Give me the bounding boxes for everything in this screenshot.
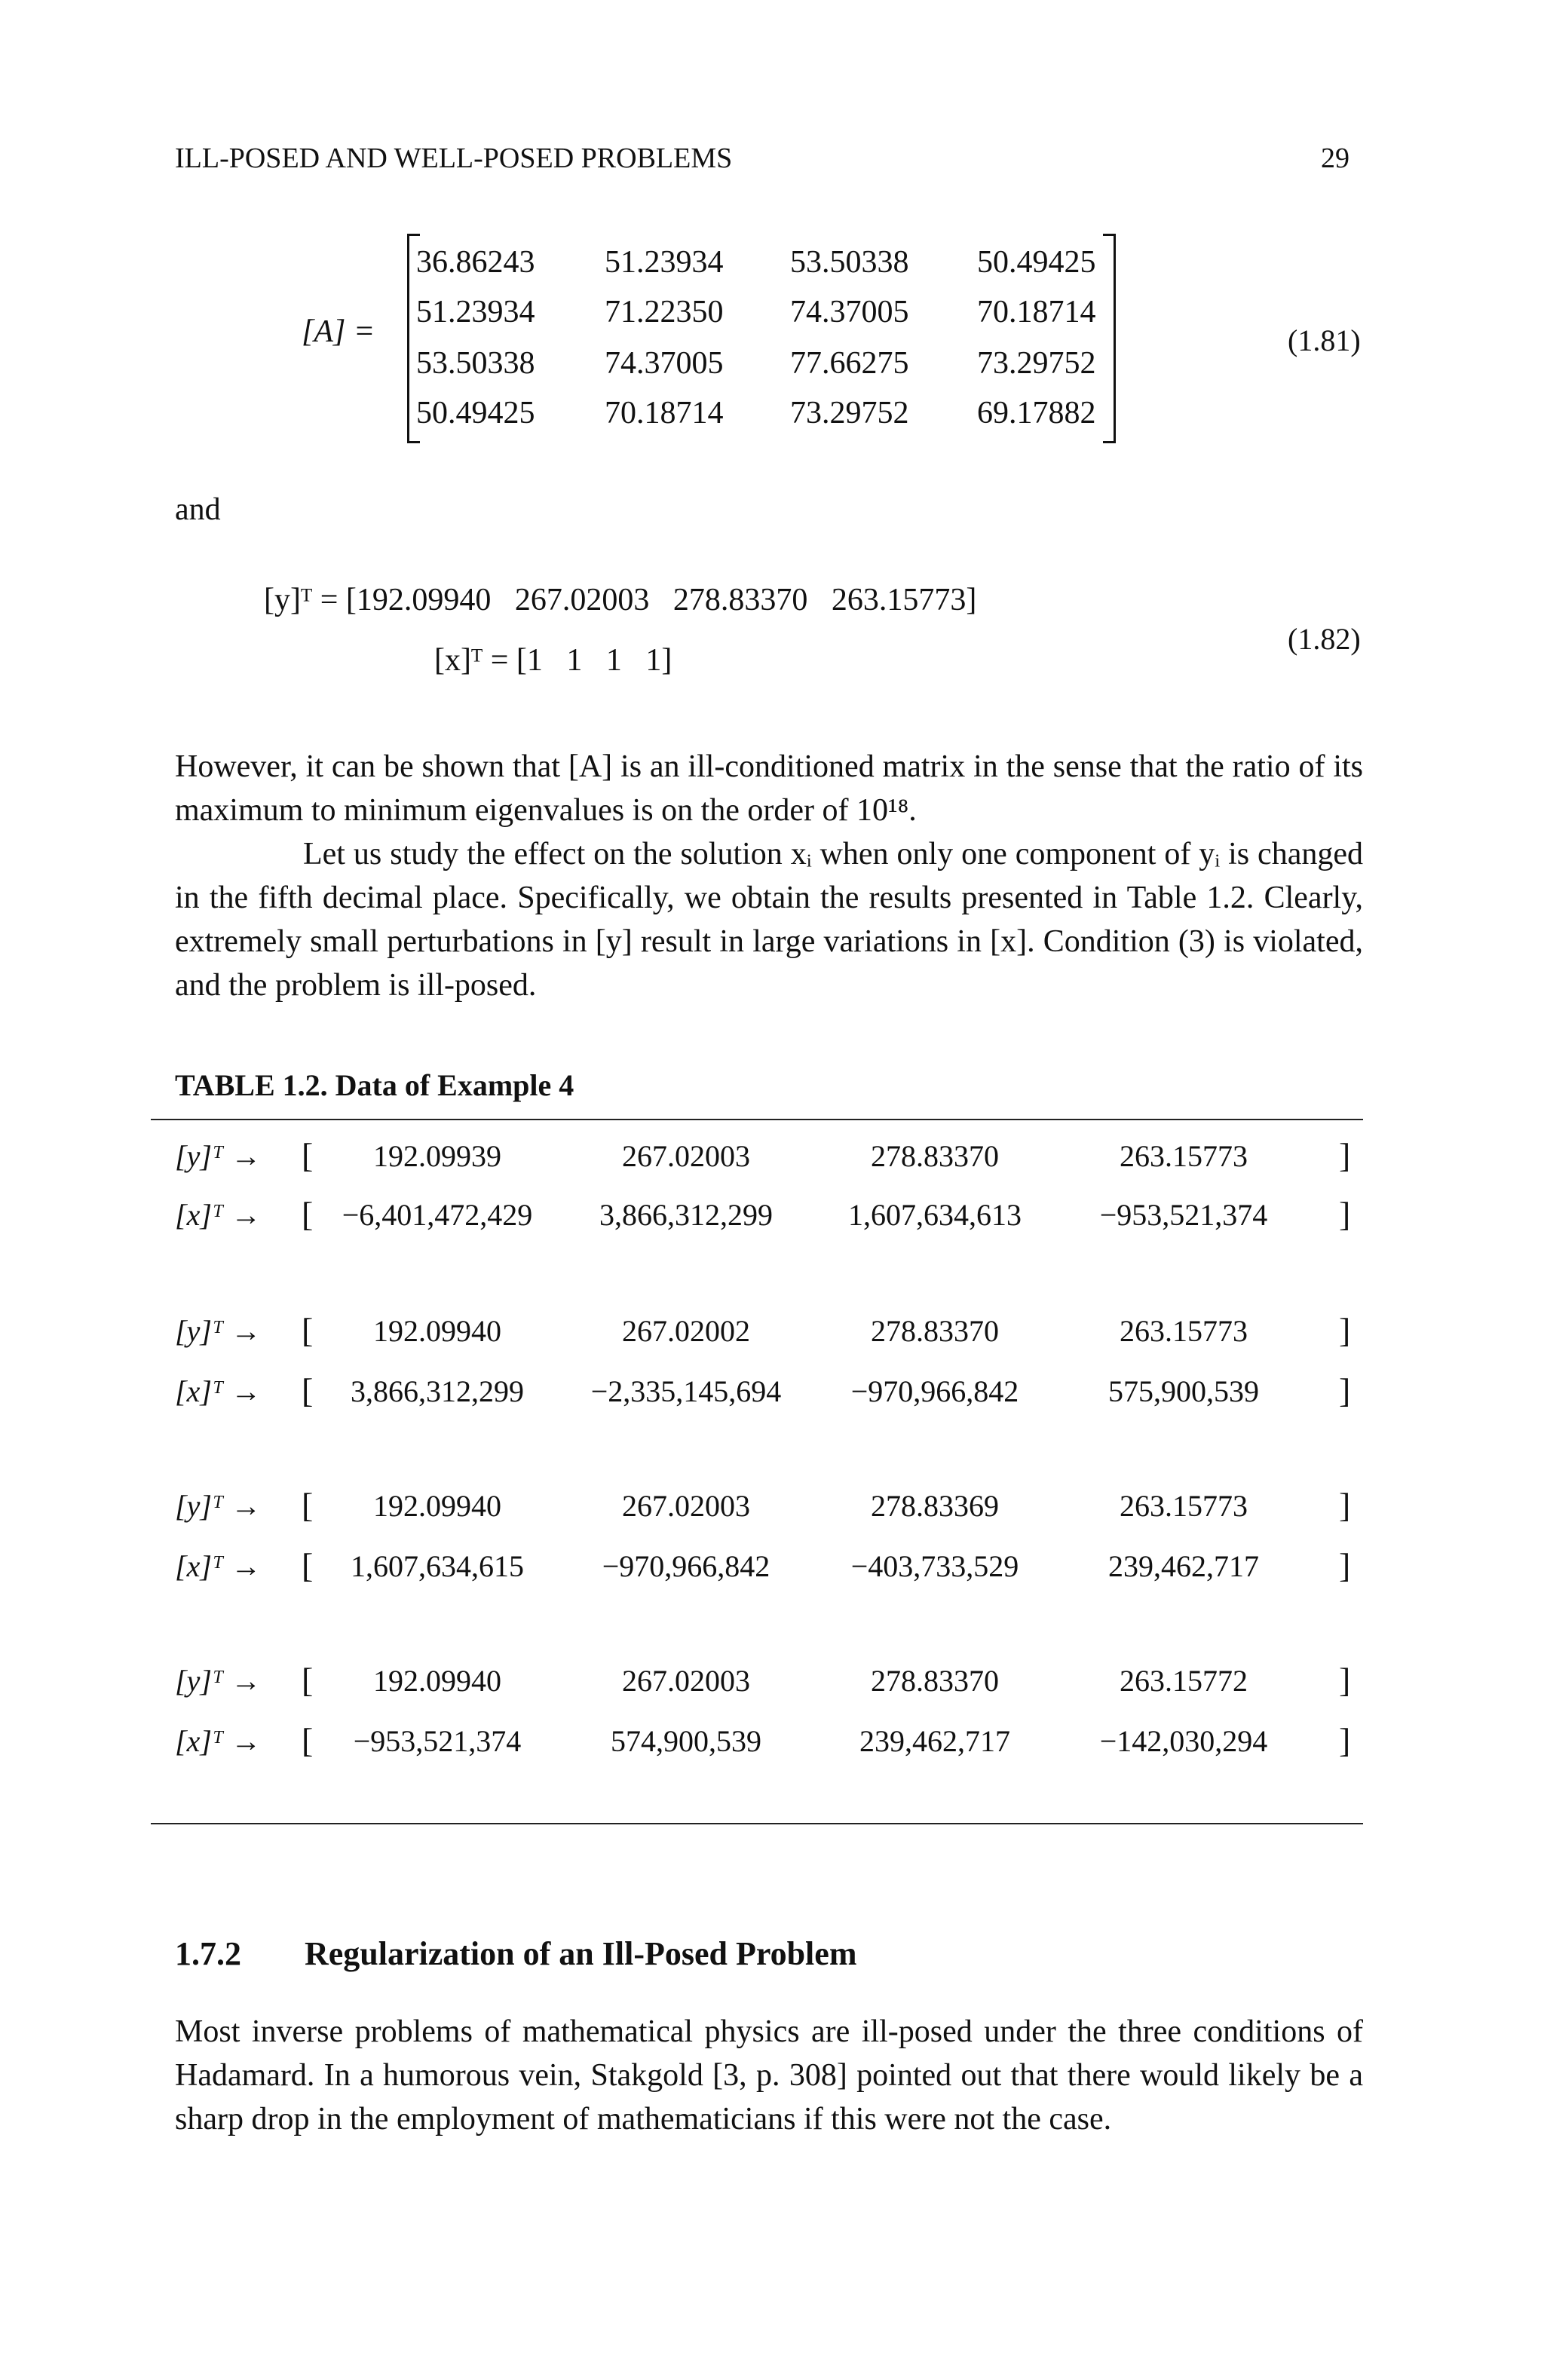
open-bracket: [ [302,1721,314,1760]
matrix-cell: 53.50338 [790,245,909,280]
table-cell: 575,900,539 [1108,1374,1259,1408]
open-bracket: [ [302,1486,314,1524]
table-cell: 192.09940 [373,1489,501,1523]
close-bracket: ] [1339,1721,1351,1760]
close-bracket: ] [1339,1546,1351,1585]
page-number: 29 [1321,142,1349,174]
matrix-cell: 74.37005 [790,295,909,329]
table-cell: 263.15772 [1120,1664,1248,1698]
open-bracket: [ [302,1195,314,1233]
matrix-lhs: [A] = [302,314,375,349]
table-cell: 3,866,312,299 [351,1374,524,1408]
matrix-cell: 77.66275 [790,346,909,381]
table-cell: −2,335,145,694 [590,1374,782,1408]
matrix-cell: 51.23934 [605,245,724,280]
equation-y-vector: [y]ᵀ = [192.09940 267.02003 278.83370 263.15773] [264,583,977,617]
running-title: ILL-POSED AND WELL-POSED PROBLEMS [175,142,733,174]
table-cell: −403,733,529 [850,1549,1019,1583]
open-bracket: [ [302,1661,314,1699]
matrix-cell: 71.22350 [605,295,724,329]
table-cell: 278.83370 [871,1314,999,1348]
close-bracket: ] [1339,1486,1351,1524]
table-cell: −142,030,294 [1099,1724,1268,1758]
table-cell: 192.09939 [373,1139,501,1173]
table-y-label: [y]ᵀ → [175,1664,262,1698]
close-bracket: ] [1339,1311,1351,1349]
matrix-cell: 73.29752 [790,396,909,430]
body-text-block [175,745,1363,1007]
open-bracket: [ [302,1311,314,1349]
equation-number-1-81: (1.81) [1288,323,1361,357]
table-cell: −970,966,842 [850,1374,1019,1408]
table-cell: −953,521,374 [1099,1198,1268,1232]
table-cell: −6,401,472,429 [342,1198,533,1232]
matrix-cell: 53.50338 [416,346,535,381]
table-cell: 267.02003 [622,1664,750,1698]
table-cell: 1,607,634,613 [848,1198,1022,1232]
table-bottom-rule [151,1823,1363,1824]
table-cell: 263.15773 [1120,1489,1248,1523]
close-bracket: ] [1339,1136,1351,1175]
matrix-cell: 69.17882 [977,396,1096,430]
equation-x-vector: [x]ᵀ = [1 1 1 1] [434,643,672,678]
table-cell: 239,462,717 [859,1724,1010,1758]
matrix-cell: 51.23934 [416,295,535,329]
table-x-label: [x]ᵀ → [175,1374,262,1408]
table-x-label: [x]ᵀ → [175,1724,262,1758]
table-cell: 263.15773 [1120,1139,1248,1173]
paragraph-perturbation: Let us study the effect on the solution xᵢ when only one component of yᵢ is changed in the fifth decimal place. Specifically, we obtain the results presented in Table 1.2. Clearly, extremely small perturbations in [y] result in large variations in [x]. Condition (3) is violated, and the problem is ill-posed. [175,837,1363,1003]
table-cell: −953,521,374 [353,1724,522,1758]
section-title: Regularization of an Ill-Posed Problem [305,1935,857,1972]
matrix-cell: 50.49425 [416,396,535,430]
table-cell: 267.02002 [622,1314,750,1348]
connector-word: and [175,492,221,527]
matrix-cell: 50.49425 [977,245,1096,280]
table-cell: 1,607,634,615 [351,1549,524,1583]
table-cell: −970,966,842 [602,1549,770,1583]
table-cell: 192.09940 [373,1314,501,1348]
matrix-cell: 70.18714 [977,295,1096,329]
table-cell: 267.02003 [622,1489,750,1523]
table-cell: 263.15773 [1120,1314,1248,1348]
table-cell: 278.83369 [871,1489,999,1523]
table-cell: 192.09940 [373,1664,501,1698]
table-cell: 3,866,312,299 [599,1198,773,1232]
paragraph-ill-conditioned: However, it can be shown that [A] is an ill-conditioned matrix in the sense that the ratio of its maximum to minimum eigenvalues is on the order of 10¹⁸. [175,749,1363,828]
table-y-label: [y]ᵀ → [175,1489,262,1523]
matrix-right-bracket [1103,234,1116,443]
table-x-label: [x]ᵀ → [175,1549,262,1583]
table-cell: 278.83370 [871,1139,999,1173]
close-bracket: ] [1339,1195,1351,1233]
table-y-label: [y]ᵀ → [175,1314,262,1348]
table-cell: 267.02003 [622,1139,750,1173]
table-x-label: [x]ᵀ → [175,1198,262,1232]
open-bracket: [ [302,1136,314,1175]
matrix-a [407,234,1116,445]
table-caption: TABLE 1.2. Data of Example 4 [175,1068,574,1102]
section-number: 1.7.2 [175,1935,241,1972]
table-y-label: [y]ᵀ → [175,1139,262,1173]
table-cell: 239,462,717 [1108,1549,1259,1583]
paragraph-hadamard: Most inverse problems of mathematical physics are ill-posed under the three conditions of Hadamard. In a humorous vein, Stakgold [3, p. 308] pointed out that there would likely be a sharp drop in the employment of mathematicians if this were not the case. [175,2014,1363,2136]
close-bracket: ] [1339,1371,1351,1410]
matrix-cell: 36.86243 [416,245,535,280]
table-cell: 278.83370 [871,1664,999,1698]
open-bracket: [ [302,1546,314,1585]
matrix-cell: 74.37005 [605,346,724,381]
close-bracket: ] [1339,1661,1351,1699]
equation-number-1-82: (1.82) [1288,622,1361,656]
table-top-rule [151,1119,1363,1120]
matrix-cell: 73.29752 [977,346,1096,381]
matrix-cell: 70.18714 [605,396,724,430]
open-bracket: [ [302,1371,314,1410]
table-cell: 574,900,539 [611,1724,761,1758]
